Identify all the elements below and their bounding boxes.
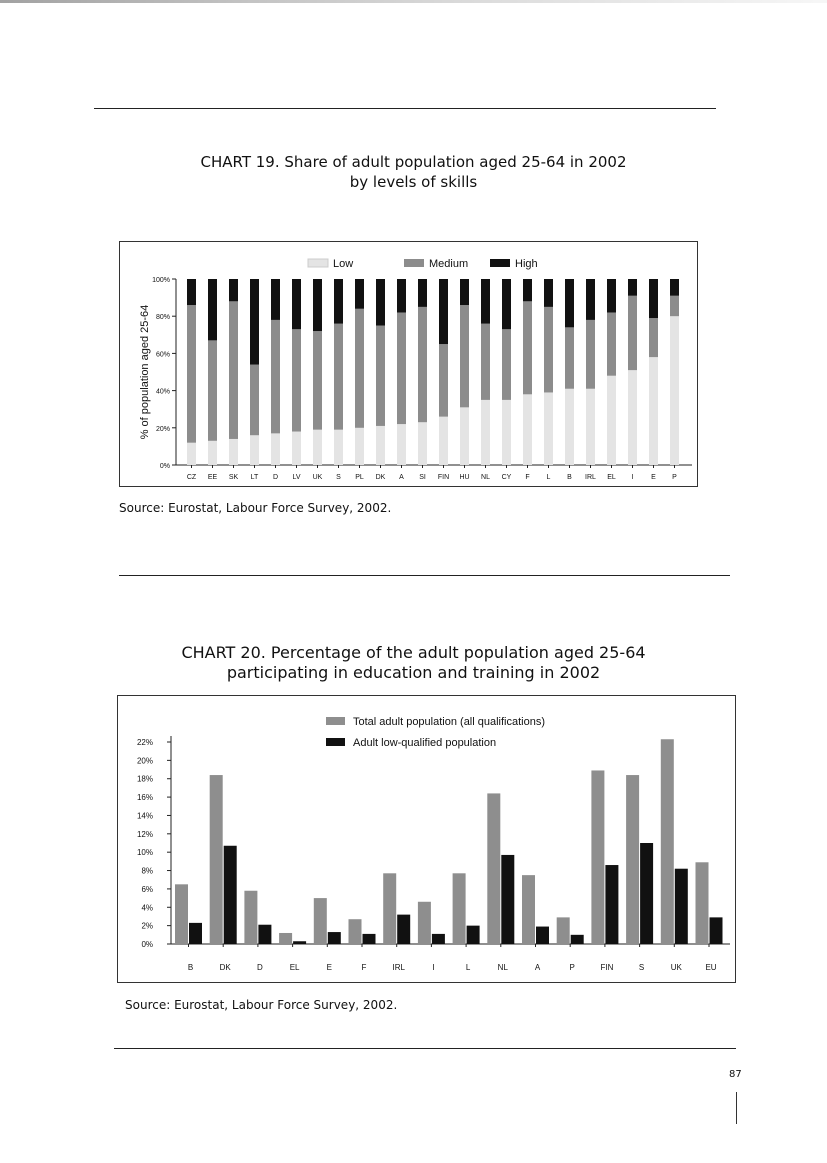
x-tick-label: FIN [437, 474, 450, 481]
x-tick-label: NL [497, 963, 508, 972]
bar-segment-medium [439, 344, 448, 417]
bar-segment-low [481, 400, 490, 465]
x-tick-label: SK [228, 474, 239, 481]
separator-rule [119, 575, 730, 576]
bar-segment-low [628, 370, 637, 465]
bar-total [210, 775, 223, 944]
x-tick-label: CY [501, 474, 512, 481]
y-tick-label: 12% [136, 829, 153, 839]
bar-total [175, 884, 188, 944]
bar-low-qualified [328, 932, 341, 944]
x-tick-label: S [336, 474, 341, 481]
chart-20-title-line1: CHART 20. Percentage of the adult population aged 25-64 [181, 643, 646, 662]
x-tick-label: PL [355, 474, 364, 481]
bar-segment-high [313, 279, 322, 331]
chart-19-source: Source: Eurostat, Labour Force Survey, 2002. [119, 501, 392, 515]
bar-segment-medium [649, 318, 658, 357]
bar-total [349, 919, 362, 944]
bar-total [557, 917, 570, 944]
bar-low-qualified [571, 935, 584, 944]
bar-segment-medium [229, 301, 238, 439]
bar-segment-medium [250, 365, 259, 436]
y-tick-label: 22% [136, 738, 153, 747]
x-tick-label: D [257, 963, 263, 972]
bar-segment-medium [670, 296, 679, 316]
bar-segment-medium [208, 340, 217, 440]
bar-segment-medium [565, 327, 574, 388]
x-tick-label: I [432, 963, 435, 972]
bar-segment-low [271, 433, 280, 465]
bar-low-qualified [536, 927, 549, 944]
bar-segment-high [502, 279, 511, 329]
bar-segment-medium [418, 307, 427, 422]
bar-low-qualified [258, 925, 271, 944]
bar-total [591, 770, 604, 944]
x-tick-label: LT [250, 474, 259, 481]
y-tick-label: 80% [155, 314, 170, 322]
chart-20-title [0, 643, 827, 683]
bar-segment-low [649, 357, 658, 465]
x-tick-label: UK [312, 474, 323, 481]
bar-segment-high [439, 279, 448, 344]
bar-segment-medium [271, 320, 280, 433]
x-tick-label: A [534, 963, 541, 972]
bar-low-qualified [710, 917, 723, 944]
y-tick-label: 8% [141, 866, 153, 876]
bar-segment-low [565, 389, 574, 465]
y-tick-label: 0% [159, 463, 170, 470]
bar-segment-low [292, 432, 301, 465]
bar-segment-medium [313, 331, 322, 430]
bar-segment-low [250, 435, 259, 465]
x-tick-label: DK [219, 963, 231, 972]
bar-segment-low [187, 443, 196, 465]
x-tick-label: B [187, 963, 194, 972]
bar-segment-low [418, 422, 427, 465]
x-tick-label: E [651, 474, 656, 481]
bar-segment-medium [502, 329, 511, 400]
margin-line [736, 1092, 737, 1124]
y-tick-label: 0% [141, 940, 153, 949]
legend-swatch [326, 738, 345, 746]
bar-segment-low [460, 407, 469, 465]
y-tick-label: 18% [136, 774, 153, 784]
bar-low-qualified [467, 926, 480, 944]
x-tick-label: S [638, 963, 645, 972]
bar-segment-low [313, 430, 322, 465]
bar-low-qualified [501, 855, 514, 944]
page-top-edge [0, 0, 827, 3]
bar-segment-medium [523, 301, 532, 394]
chart-20-title-line2: participating in education and training in 2002 [226, 663, 601, 682]
y-tick-label: 40% [155, 388, 170, 396]
bar-low-qualified [363, 934, 376, 944]
separator-rule [114, 1048, 736, 1049]
bar-segment-low [544, 392, 553, 465]
x-tick-label: FIN [600, 963, 614, 972]
bar-segment-medium [544, 307, 553, 393]
x-tick-label: LV [292, 474, 301, 481]
bar-segment-low [376, 426, 385, 465]
x-tick-label: CZ [186, 474, 197, 481]
legend-swatch-low [308, 259, 328, 267]
x-tick-label: L [546, 474, 551, 481]
chart-20-svg [118, 696, 735, 982]
bar-total [626, 775, 639, 944]
legend-label: Adult low-qualified population [353, 737, 497, 749]
bar-segment-high [355, 279, 364, 309]
chart-19-title-line1: CHART 19. Share of adult population aged 25-64 in 2002 [200, 153, 627, 171]
bar-segment-high [460, 279, 469, 305]
x-tick-label: P [672, 474, 677, 481]
bar-segment-high [670, 279, 679, 296]
bar-segment-medium [334, 324, 343, 430]
bar-segment-medium [355, 309, 364, 428]
bar-total [279, 933, 292, 944]
bar-segment-low [670, 316, 679, 465]
x-tick-label: L [465, 963, 471, 972]
bar-segment-high [229, 279, 238, 301]
bar-segment-high [292, 279, 301, 329]
bar-low-qualified [640, 843, 653, 944]
legend-swatch-high [490, 259, 510, 267]
y-tick-label: 10% [136, 848, 153, 858]
bar-segment-high [565, 279, 574, 327]
y-tick-label: 20% [155, 425, 170, 433]
bar-total [418, 902, 431, 944]
x-tick-label: F [361, 963, 367, 972]
chart-19-svg [120, 242, 697, 486]
y-axis-label: % of population aged 25-64 [139, 304, 151, 440]
y-tick-label: 2% [141, 921, 153, 931]
bar-segment-medium [397, 312, 406, 424]
chart-20-source: Source: Eurostat, Labour Force Survey, 2002. [125, 998, 398, 1012]
x-tick-label: D [272, 474, 279, 481]
bar-total [383, 873, 396, 944]
bar-segment-low [523, 394, 532, 465]
bar-segment-low [397, 424, 406, 465]
bar-total [453, 873, 466, 944]
y-tick-label: 60% [155, 351, 170, 359]
bar-segment-high [481, 279, 490, 324]
bar-total [487, 793, 500, 944]
bar-segment-high [250, 279, 259, 365]
bar-segment-low [607, 376, 616, 465]
bar-segment-high [607, 279, 616, 312]
bar-segment-high [271, 279, 280, 320]
bar-segment-medium [586, 320, 595, 389]
bar-segment-medium [481, 324, 490, 400]
bar-segment-high [544, 279, 553, 307]
x-tick-label: EL [289, 963, 300, 972]
legend-label: Medium [429, 258, 469, 270]
x-tick-label: I [631, 474, 634, 481]
x-tick-label: IRL [585, 474, 596, 481]
bar-total [696, 862, 709, 944]
bar-segment-high [208, 279, 217, 340]
separator-rule [94, 108, 716, 109]
bar-total [661, 739, 674, 944]
bar-segment-high [418, 279, 427, 307]
bar-segment-high [628, 279, 637, 296]
bar-segment-low [334, 430, 343, 465]
y-tick-label: 4% [141, 903, 153, 913]
bar-segment-medium [292, 329, 301, 431]
bar-segment-medium [460, 305, 469, 407]
bar-segment-low [439, 417, 448, 465]
chart-19-title-line2: by levels of skills [349, 173, 478, 191]
legend-swatch-medium [404, 259, 424, 267]
bar-low-qualified [224, 846, 237, 944]
y-tick-label: 6% [141, 884, 153, 894]
bar-low-qualified [189, 923, 202, 944]
bar-low-qualified [432, 934, 445, 944]
bar-segment-medium [607, 312, 616, 375]
chart-20-frame [117, 695, 736, 983]
bar-segment-high [586, 279, 595, 320]
bar-segment-high [376, 279, 385, 326]
bar-segment-low [229, 439, 238, 465]
bar-segment-high [523, 279, 532, 301]
bar-segment-medium [187, 305, 196, 443]
x-tick-label: SI [419, 474, 426, 481]
bar-segment-high [649, 279, 658, 318]
bar-segment-medium [628, 296, 637, 370]
bar-segment-high [187, 279, 196, 305]
bar-low-qualified [397, 915, 410, 944]
bar-segment-low [502, 400, 511, 465]
bar-total [522, 875, 535, 944]
bar-low-qualified [605, 865, 618, 944]
x-tick-label: B [567, 474, 572, 481]
bar-segment-high [334, 279, 343, 324]
x-tick-label: P [569, 963, 575, 972]
x-tick-label: A [399, 474, 404, 481]
legend-swatch [326, 717, 345, 725]
x-tick-label: IRL [392, 963, 405, 972]
x-tick-label: F [525, 474, 530, 481]
x-tick-label: DK [375, 474, 386, 481]
x-tick-label: E [326, 963, 332, 972]
x-tick-label: HU [459, 474, 470, 481]
bar-segment-medium [376, 326, 385, 426]
bar-total [244, 891, 257, 944]
page-number: 87 [729, 1069, 742, 1080]
y-tick-label: 16% [136, 793, 153, 803]
bar-segment-low [355, 428, 364, 465]
x-tick-label: NL [481, 474, 490, 481]
bar-segment-low [586, 389, 595, 465]
x-tick-label: EE [207, 474, 218, 481]
bar-low-qualified [293, 941, 306, 944]
y-tick-label: 100% [152, 277, 170, 284]
x-tick-label: EU [705, 963, 717, 972]
chart-19-title [0, 152, 827, 192]
bar-segment-low [208, 441, 217, 465]
bar-low-qualified [675, 869, 688, 944]
x-tick-label: UK [670, 963, 682, 972]
legend-label: Low [333, 258, 354, 270]
bar-segment-high [397, 279, 406, 312]
legend-label: Total adult population (all qualifications) [353, 716, 546, 728]
y-tick-label: 14% [136, 811, 153, 821]
y-tick-label: 20% [136, 756, 153, 766]
legend-label: High [515, 258, 538, 270]
chart-19-frame [119, 241, 698, 487]
x-tick-label: EL [607, 474, 616, 481]
bar-total [314, 898, 327, 944]
